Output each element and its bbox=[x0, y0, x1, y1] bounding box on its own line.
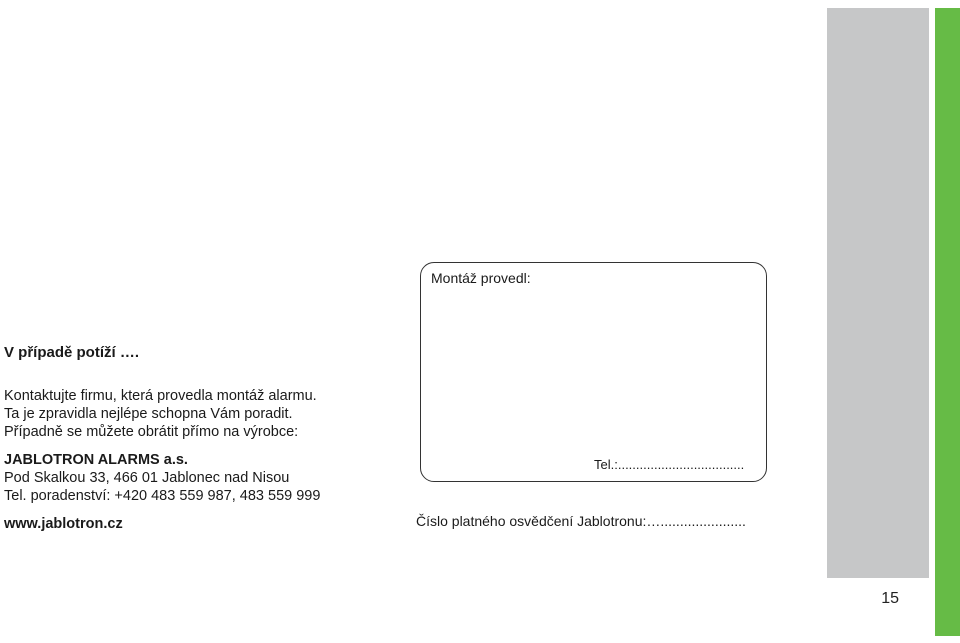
certificate-number-field: Číslo platného osvědčení Jablotronu:…...................... bbox=[416, 513, 746, 529]
installer-tel-field: Tel.:................................... bbox=[594, 457, 745, 472]
troubles-paragraph-line-3: Případně se můžete obrátit přímo na výrobce: bbox=[4, 424, 299, 440]
installer-label: Montáž provedl: bbox=[431, 270, 531, 286]
troubles-heading: V případě potíží …. bbox=[4, 344, 140, 361]
installer-box bbox=[420, 262, 767, 482]
page-number: 15 bbox=[881, 590, 899, 607]
green-side-bar bbox=[935, 8, 960, 636]
troubles-paragraph-line-1: Kontaktujte firmu, která provedla montáž alarmu. bbox=[4, 388, 317, 404]
company-website: www.jablotron.cz bbox=[4, 516, 123, 532]
company-address: Pod Skalkou 33, 466 01 Jablonec nad Nisou bbox=[4, 470, 290, 486]
troubles-paragraph-line-2: Ta je zpravidla nejlépe schopna Vám poradit. bbox=[4, 406, 293, 422]
troubles-section bbox=[4, 340, 404, 533]
company-phone: Tel. poradenství: +420 483 559 987, 483 559 999 bbox=[4, 488, 321, 504]
grey-side-bar bbox=[827, 8, 929, 636]
company-name: JABLOTRON ALARMS a.s. bbox=[4, 452, 188, 468]
